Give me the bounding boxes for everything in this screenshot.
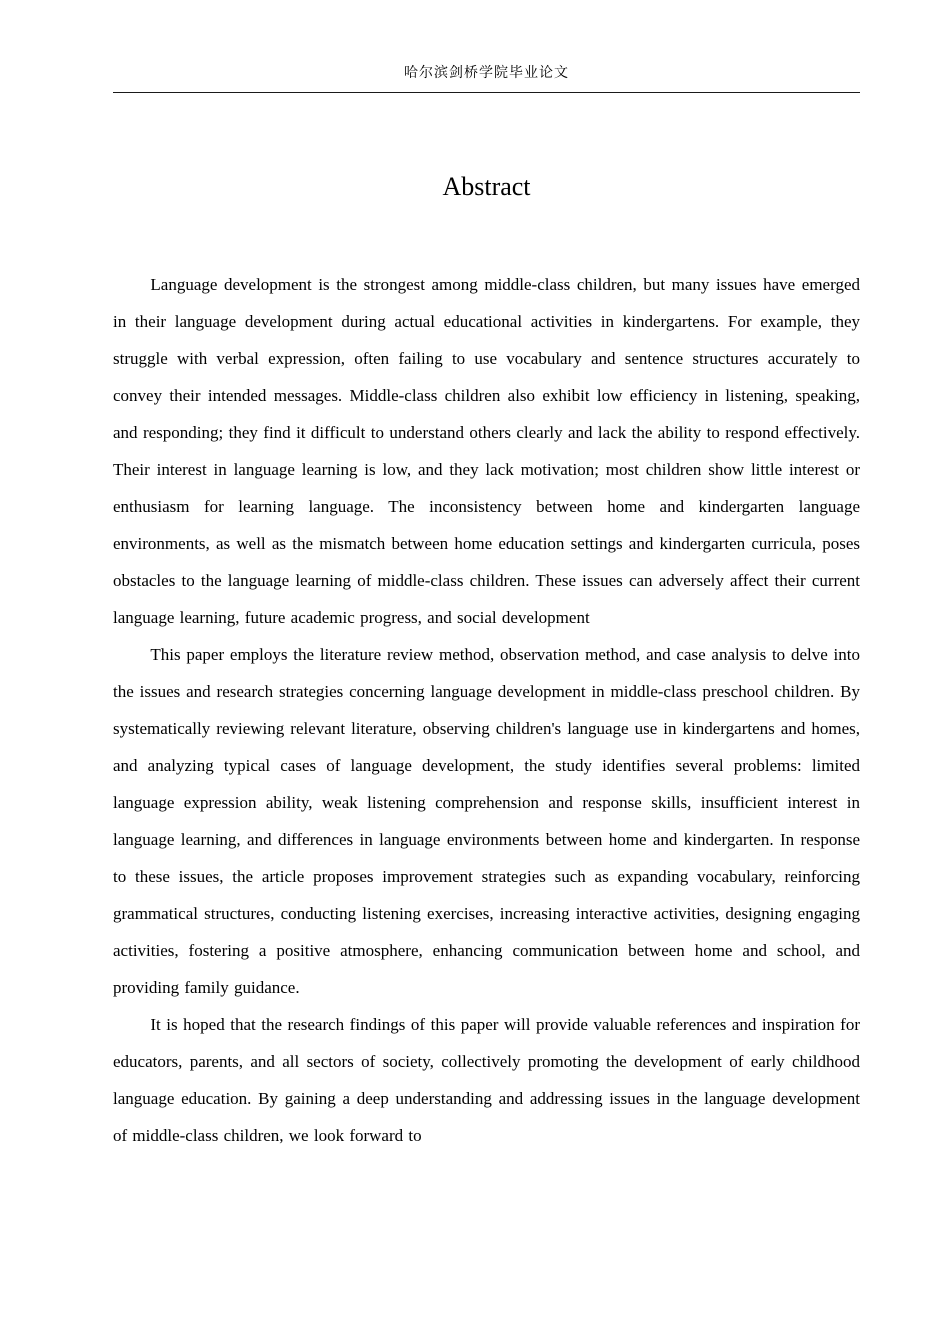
page-title: Abstract bbox=[442, 172, 531, 201]
abstract-body bbox=[113, 266, 860, 1154]
document-content bbox=[113, 88, 860, 1154]
abstract-paragraph: Language development is the strongest among middle-class children, but many issues have emerged in their language development during actual educational activities in kindergartens. For example, they struggle with verbal expression, often failing to use vocabulary and sentence structures accurately to convey their intended messages. Middle-class children also exhibit low efficiency in listening, speaking, and responding; they find it difficult to understand others clearly and lack the ability to respond effectively. Their interest in language learning is low, and they lack motivation; most children show little interest or enthusiasm for learning language. The inconsistency between home and kindergarten language environments, as well as the mismatch between home education settings and kindergarten curricula, poses obstacles to the language learning of middle-class children. These issues can adversely affect their current language learning, future academic progress, and social development bbox=[113, 275, 860, 627]
abstract-paragraph: It is hoped that the research findings of this paper will provide valuable references and inspiration for educators, parents, and all sectors of society, collectively promoting the development of early childhood language education. By gaining a deep understanding and addressing issues in the language development of middle-class children, we look forward to bbox=[113, 1015, 860, 1145]
abstract-paragraph: This paper employs the literature review method, observation method, and case analysis to delve into the issues and research strategies concerning language development in middle-class preschool children. By systematically reviewing relevant literature, observing children's language use in kindergartens and homes, and analyzing typical cases of language development, the study identifies several problems: limited language expression ability, weak listening comprehension and response skills, insufficient interest in language learning, and differences in language environments between home and kindergarten. In response to these issues, the article proposes improvement strategies such as expanding vocabulary, reinforcing grammatical structures, conducting listening exercises, increasing interactive activities, designing engaging activities, fostering a positive atmosphere, enhancing communication between home and school, and providing family guidance. bbox=[113, 645, 860, 997]
page-header-title: 哈尔滨剑桥学院毕业论文 bbox=[404, 66, 569, 81]
